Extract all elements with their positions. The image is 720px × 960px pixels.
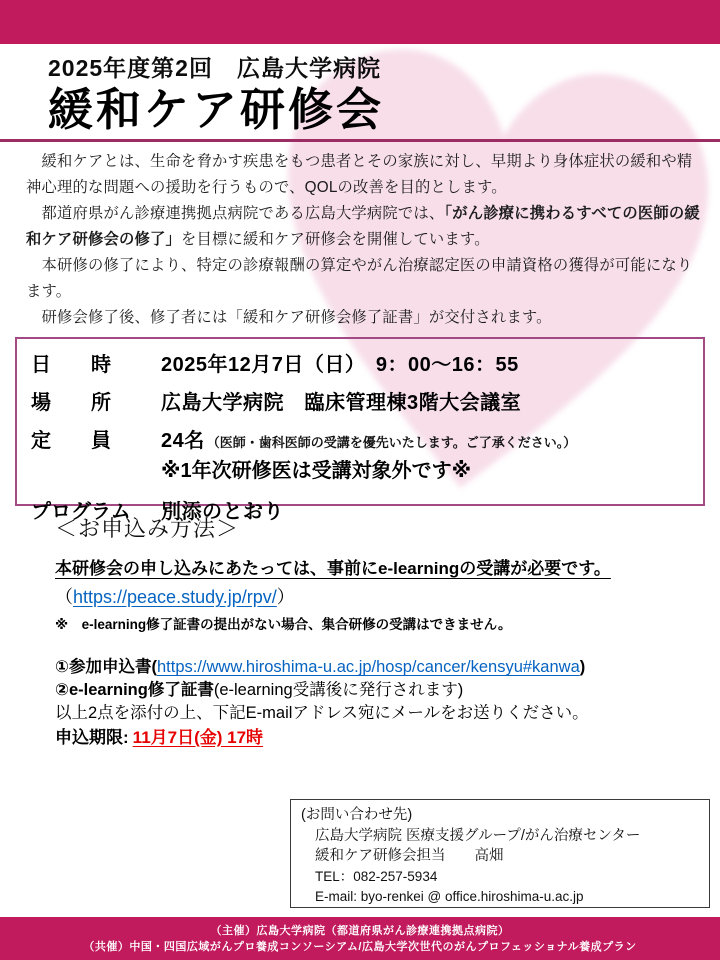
intro-paragraph-3: 本研修の修了により、特定の診療報酬の算定やがん治療認定医の申請資格の獲得が可能になります。 xyxy=(26,257,693,300)
title-divider xyxy=(0,139,720,142)
header xyxy=(48,50,384,133)
deadline-value: 11月7日(金) 17時 xyxy=(132,728,264,747)
elearning-url-line xyxy=(55,583,710,609)
elearning-note: ※ e-learning修了証書の提出がない場合、集合研修の受講はできません。 xyxy=(55,617,512,632)
paren-open: （ xyxy=(55,587,73,607)
elearning-requirement: 本研修会の申し込みにあたっては、事前にe-learningの受講が必要です。 xyxy=(55,559,611,578)
info-value-datetime: 2025年12月7日（日） 9：00～16：55 xyxy=(161,354,519,376)
item2-rest: (e-learning受講後に発行されます) xyxy=(213,681,464,699)
intro-paragraph-4: 研修会修了後、修了者には「緩和ケア研修会修了証書」が交付されます。 xyxy=(26,309,552,326)
application-item-2 xyxy=(55,679,710,702)
intro-paragraph-1: 緩和ケアとは、生命を脅かす疾患をもつ患者とその家族に対し、早期より身体症状の緩和や精神心理的な問題への援助を行うもので、QOLの改善を目的とします。 xyxy=(26,153,693,196)
elearning-link[interactable]: https://peace.study.jp/rpv/ xyxy=(73,587,277,607)
deadline-label: 申込期限: xyxy=(55,728,129,747)
application-items xyxy=(55,656,710,749)
info-row-place xyxy=(31,386,689,415)
info-capacity-note: （医師・歯科医師の受講を優先いたします。ご了承ください。） xyxy=(206,435,577,450)
contact-tel: TEL：082-257-5934 xyxy=(315,868,438,884)
event-info-box xyxy=(15,337,705,523)
page-title: 緩和ケア研修会 xyxy=(48,84,385,135)
item1-suffix: ) xyxy=(579,658,586,676)
info-label-capacity: 定 員 xyxy=(31,430,111,452)
application-form-link[interactable]: https://www.hiroshima-u.ac.jp/hosp/cancer/kensyu#kanwa xyxy=(156,658,580,676)
info-row-capacity xyxy=(31,424,689,453)
intro-p2-bold: 「がん診療に携わるすべての医師の緩和ケア研修会の修了」 xyxy=(26,205,700,248)
application-section xyxy=(55,512,710,749)
item1-prefix: ①参加申込書( xyxy=(55,658,157,676)
contact-box xyxy=(290,799,710,908)
info-value-program: 別添のとおり xyxy=(161,501,284,523)
deadline-line xyxy=(55,726,710,749)
contact-title: (お問い合わせ先) xyxy=(301,807,413,823)
intro-text xyxy=(26,149,702,331)
footer-cohost: （共催）中国・四国広域がんプロ養成コンソーシアム/広島大学次世代のがんプロフェッショナル養成プラン xyxy=(83,940,637,953)
edition-line: 2025年度第2回 広島大学病院 xyxy=(48,55,381,81)
info-label-program: プログラム xyxy=(31,501,131,523)
intro-p2-normal: 都道府県がん診療連携拠点病院である広島大学病院では、 xyxy=(26,205,445,222)
contact-email: E-mail: byo-renkei @ office.hiroshima-u.ac.jp xyxy=(315,889,584,904)
contact-person: 緩和ケア研修会担当 高畑 xyxy=(315,848,504,864)
contact-org: 広島大学病院 医療支援グループ/がん治療センター xyxy=(315,827,641,844)
info-value-capacity: 24名 xyxy=(161,430,205,452)
intro-p2-normal-tail: を目標に緩和ケア研修会を開催しています。 xyxy=(180,231,490,248)
footer-organizer: （主催）広島大学病院（都道府県がん診療連携拠点病院） xyxy=(210,924,510,937)
info-label-place: 場 所 xyxy=(31,392,111,414)
info-value-place: 広島大学病院 臨床管理棟3階大会議室 xyxy=(161,392,522,414)
item2-bold: ②e-learning修了証書 xyxy=(55,681,214,699)
application-item-3: 以上2点を添付の上、下記E-mailアドレス宛にメールをお送りください。 xyxy=(55,704,589,722)
application-heading: ＜お申込み方法＞ xyxy=(55,516,240,541)
paren-close: ） xyxy=(276,587,295,607)
intro-paragraph-2 xyxy=(26,201,702,253)
application-item-1 xyxy=(55,656,710,679)
info-row-datetime xyxy=(31,348,689,377)
top-accent-band xyxy=(0,0,720,44)
info-capacity-exclusion: ※1年次研修医は受講対象外です※ xyxy=(161,460,472,482)
footer-band xyxy=(0,917,720,960)
info-label-datetime: 日 時 xyxy=(31,354,111,376)
